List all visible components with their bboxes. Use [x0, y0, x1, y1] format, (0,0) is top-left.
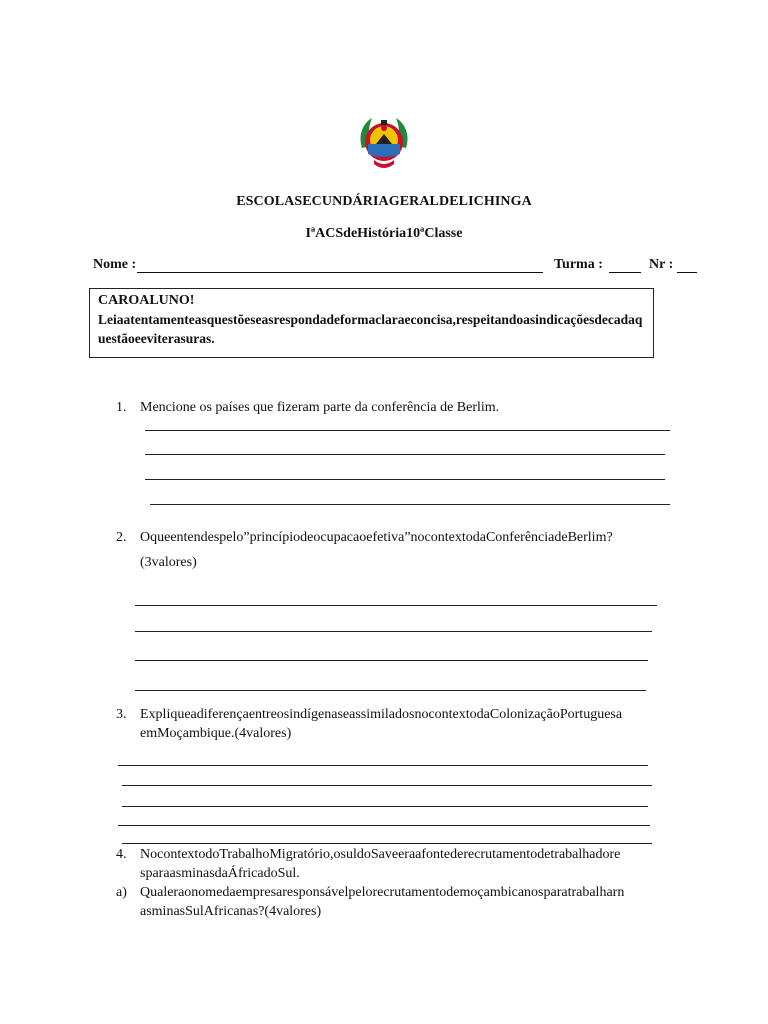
question-number: 2. [116, 530, 127, 545]
question-text: Qualeraonomedaempresaresponsávelpelorecrutamentodemoçambicanosparatrabalharn asminasSulAfricanas?(4valores) [140, 885, 625, 919]
answer-line[interactable] [145, 479, 665, 480]
answer-line[interactable] [135, 605, 657, 606]
question-text: ExpliqueadiferençaentreosindígenaseassimiladosnocontextodaColonizaçãoPortuguesa emMoçambique.(4valores) [140, 707, 623, 741]
answer-line[interactable] [135, 631, 652, 632]
name-label: Nome : [93, 257, 137, 272]
answer-line[interactable] [122, 785, 652, 786]
instructions-text: Leiaatentamenteasquestõeseasrespondadeformaclaraeconcisa,respeitandoasindicaçõesdecadaquestãoeeviterasuras. [98, 312, 643, 346]
answer-line[interactable] [118, 825, 650, 826]
answer-line[interactable] [145, 430, 670, 431]
question-number: 1. [116, 400, 127, 415]
question-number: 3. [116, 707, 127, 722]
question-1 [116, 398, 676, 418]
answer-line[interactable] [118, 765, 648, 766]
question-number: a) [116, 885, 127, 900]
question-text: Mencione os países que fizeram parte da conferência de Berlim. [140, 400, 500, 415]
number-label: Nr : [649, 257, 674, 272]
question-number: 4. [116, 847, 127, 862]
answer-line[interactable] [135, 660, 648, 661]
question-2 [116, 528, 676, 574]
instructions-title: CAROALUNO! [98, 293, 195, 308]
answer-line[interactable] [122, 843, 652, 844]
name-field[interactable] [137, 272, 543, 273]
question-text: Oqueentendespelo”princípiodeocupacaoefetiva”nocontextodaConferênciadeBerlim? [140, 530, 613, 545]
answer-line[interactable] [145, 454, 665, 455]
number-field[interactable] [677, 272, 697, 273]
student-info-line [93, 257, 703, 277]
exam-title: IªACSdeHistória10ªClasse [305, 226, 463, 241]
question-points: (3valores) [140, 555, 197, 570]
answer-line[interactable] [122, 806, 648, 807]
question-4 [116, 845, 681, 885]
instructions-box [89, 288, 654, 358]
question-4a [116, 883, 681, 923]
answer-line[interactable] [150, 504, 670, 505]
question-3 [116, 705, 681, 745]
mozambique-emblem-icon [354, 114, 414, 172]
class-field[interactable] [609, 272, 641, 273]
question-text: NocontextodoTrabalhoMigratório,osuldoSaveeraafontederecrutamentodetrabalhadore sparaasminasdaÁfricadoSul. [140, 847, 621, 881]
school-name: ESCOLASECUNDÁRIAGERALDELICHINGA [236, 194, 532, 209]
class-label: Turma : [554, 257, 603, 272]
answer-line[interactable] [135, 690, 646, 691]
